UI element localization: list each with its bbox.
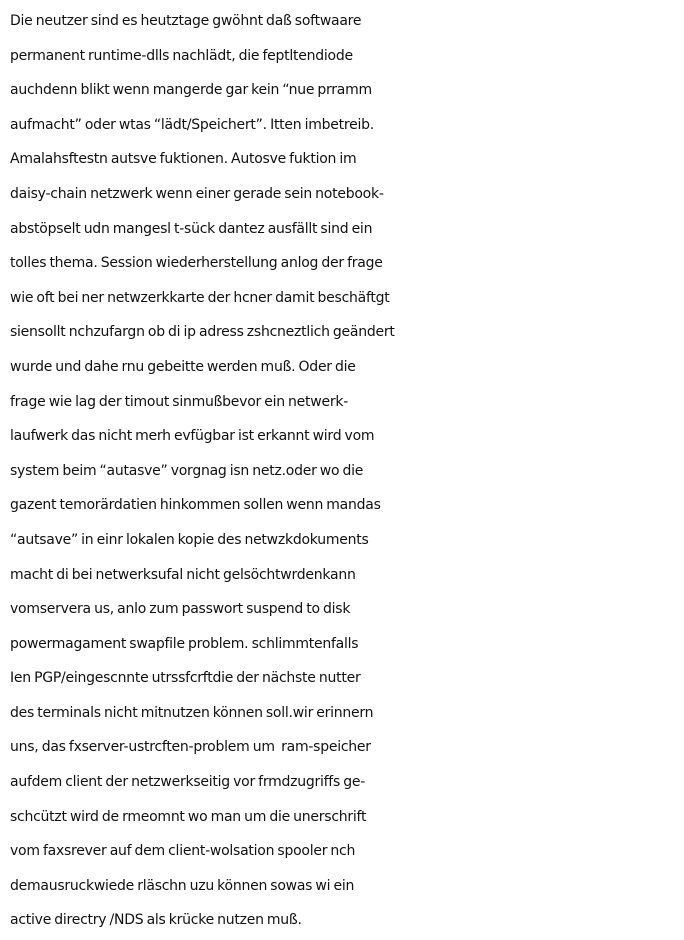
text-line: Ien PGP/eingescnnte utrssfcrftdie der nächste nutter (10, 670, 361, 687)
text-line: wie oft bei ner netwzerkkarte der hcner damit beschäftgt (10, 289, 390, 306)
text-line: schcützt wird de rmeomnt wo man um die unerschrift (10, 808, 367, 825)
text-line: active directry /NDS als krücke nutzen muß. (10, 912, 302, 929)
text-line: powermagament swapfile problem. schlimmtenfalls (10, 635, 359, 652)
text-line: macht di bei netwerksufal nicht gelsöchtwrdenkann (10, 566, 356, 583)
text-line: des terminals nicht mitnutzen können soll.wir erinnern (10, 704, 374, 721)
body-text (10, 4, 680, 938)
text-line: “autsave” in einr lokalen kopie des netwzkdokuments (10, 531, 369, 548)
text-line: tolles thema. Session wiederherstellung anlog der frage (10, 255, 383, 272)
text-line: Die neutzer sind es heutztage gwöhnt daß softwaare (10, 13, 362, 29)
text-line: frage wie lag der timout sinmußbevor ein netwerk- (10, 393, 348, 410)
text-line: aufdem client der netzwerkseitig vor frmdzugriffs ge- (10, 774, 366, 791)
text-line: system beim “autasve” vorgnag isn netz.oder wo die (10, 462, 364, 479)
text-line: permanent runtime-dlls nachlädt, die feptltendiode (10, 47, 353, 64)
text-line: daisy-chain netzwerk wenn einer gerade sein notebook- (10, 185, 384, 202)
text-line: vomservera us, anlo zum passwort suspend to disk (10, 601, 351, 618)
text-line: vom faxsrever auf dem client-wolsation spooler nch (10, 843, 356, 860)
text-line: gazent temorärdatien hinkommen sollen wenn mandas (10, 497, 381, 514)
text-line: abstöpselt udn mangesl t-sück dantez ausfällt sind ein (10, 220, 373, 237)
text-line: siensollt nchzufargn ob di ip adress zshcneztlich geändert (10, 324, 395, 341)
text-line: Amalahsftestn autsve fuktionen. Autosve fuktion im (10, 151, 357, 168)
text-line: demausruckwiede rläschn uzu können sowas wi ein (10, 877, 355, 894)
text-line: laufwerk das nicht merh evfügbar ist erkannt wird vom (10, 428, 375, 445)
text-line: wurde und dahe rnu gebeitte werden muß. Oder die (10, 358, 356, 375)
text-line: aufmacht” oder wtas “lädt/Speichert”. Itten imbetreib. (10, 116, 374, 133)
text-line: uns, das fxserver-ustrcften-problem um ram-speicher (10, 739, 371, 756)
text-line: auchdenn blikt wenn mangerde gar kein “nue prramm (10, 82, 372, 99)
